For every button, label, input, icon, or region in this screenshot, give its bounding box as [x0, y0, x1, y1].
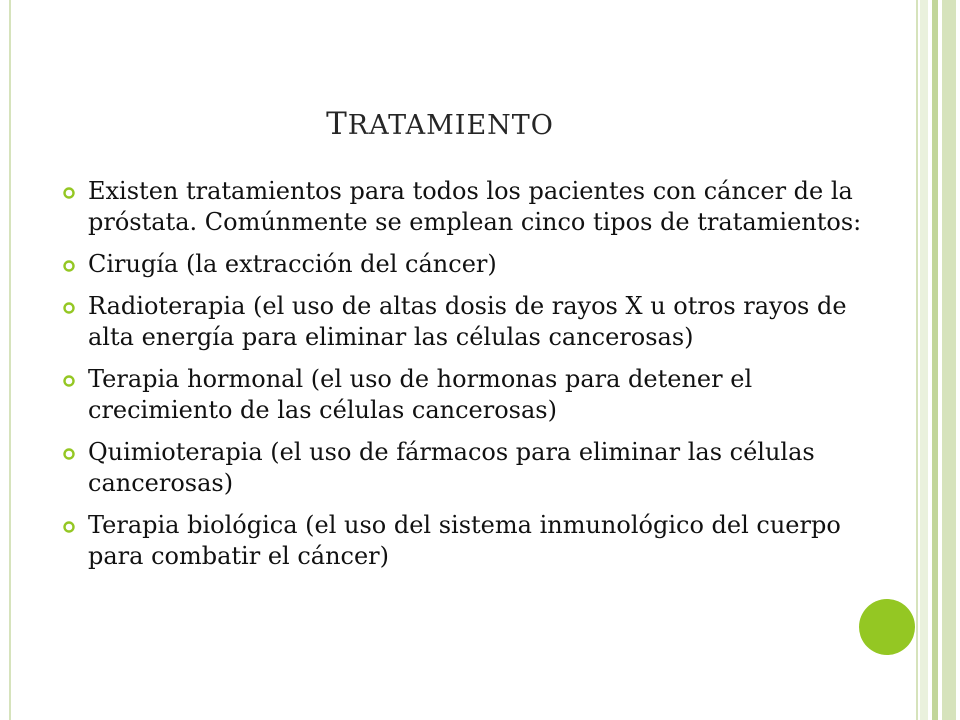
ring-bullet-icon [62, 301, 76, 315]
list-item [58, 249, 898, 280]
bullet-text: Cirugía (la extracción del cáncer) [88, 250, 497, 278]
slide-title [0, 106, 880, 142]
bullet-text: Existen tratamientos para todos los pacientes con cáncer de la próstata. Comúnmente se emplean cinco tipos de tratamientos: [88, 177, 862, 236]
bullet-text: Quimioterapia (el uso de fármacos para eliminar las células cancerosas) [88, 438, 815, 497]
bullet-text: Terapia biológica (el uso del sistema inmunológico del cuerpo para combatir el cáncer) [88, 511, 841, 570]
green-circle-icon [859, 599, 915, 655]
list-item [58, 176, 898, 238]
stripe [942, 0, 956, 720]
bullet-text: Radioterapia (el uso de altas dosis de rayos X u otros rayos de alta energía para eliminar las células cancerosas) [88, 292, 847, 351]
stripe [932, 0, 938, 720]
decorative-stripes [920, 0, 960, 720]
title-rest: RATAMIENTO [347, 110, 554, 141]
list-item [58, 437, 898, 499]
ring-bullet-icon [62, 447, 76, 461]
title-initial: T [326, 106, 348, 142]
ring-bullet-icon [62, 259, 76, 273]
bullet-text: Terapia hormonal (el uso de hormonas para detener el crecimiento de las células cancerosas) [88, 365, 753, 424]
ring-bullet-icon [62, 520, 76, 534]
list-item [58, 510, 898, 572]
ring-bullet-icon [62, 374, 76, 388]
bullet-list [58, 176, 898, 583]
list-item [58, 364, 898, 426]
ring-bullet-icon [62, 186, 76, 200]
stripe [920, 0, 928, 720]
list-item [58, 291, 898, 353]
